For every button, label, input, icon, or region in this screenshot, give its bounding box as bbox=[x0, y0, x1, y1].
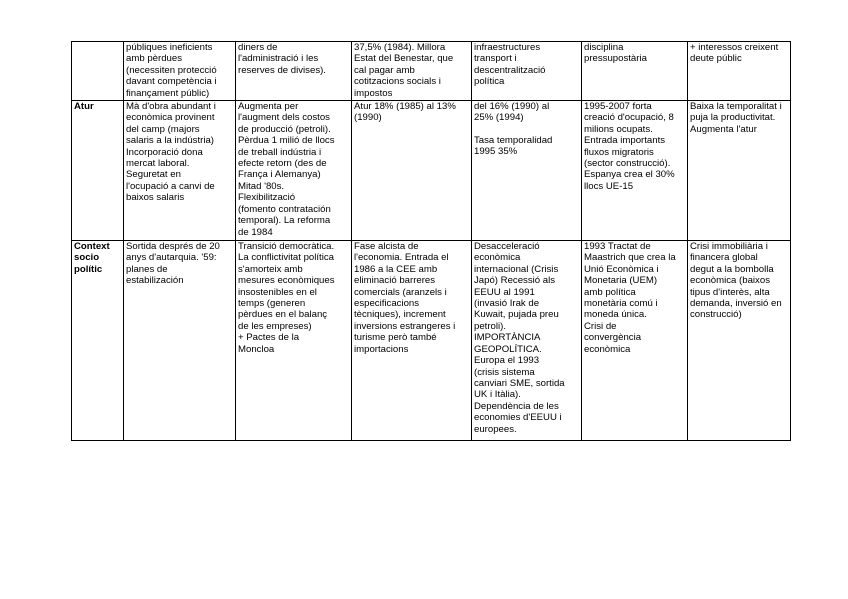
cell-text-line: efecte retorn (des de bbox=[238, 158, 327, 170]
table-body bbox=[72, 42, 791, 441]
cell-text-line: Crisi immobiliària i bbox=[690, 241, 768, 253]
cell-text-line: insostenibles en el bbox=[238, 286, 317, 298]
cell-text-line: Fase alcista de bbox=[354, 241, 419, 253]
cell-text-line: Monetaria (UEM) bbox=[584, 275, 658, 287]
cell-text-line: de 1984 bbox=[238, 226, 273, 238]
cell-text-line: La conflictivitat política bbox=[238, 252, 334, 264]
row-header-line: polític bbox=[74, 263, 103, 275]
cell-text-line: demanda, inversió en bbox=[690, 298, 782, 310]
cell-text-line: 1993 Tractat de bbox=[584, 241, 651, 253]
cell-text-line: + interessos creixent bbox=[690, 42, 779, 53]
table-cell bbox=[352, 101, 472, 241]
table-cell bbox=[582, 101, 688, 241]
cell-text-line: convergència bbox=[584, 332, 642, 344]
cell-text-line: monetària comú i bbox=[584, 298, 658, 310]
cell-text-line: transport i bbox=[474, 53, 517, 65]
cell-text-line: degut a la bombolla bbox=[690, 263, 774, 275]
table-cell bbox=[236, 42, 352, 101]
row-header-line: socio bbox=[74, 252, 100, 264]
cell-text-line: mercat laboral. bbox=[126, 158, 190, 170]
cell-text-line: amb política bbox=[584, 286, 636, 298]
cell-text-line: cal pagar amb bbox=[354, 64, 415, 76]
cell-text-line: Atur 18% (1985) al 13% bbox=[354, 101, 456, 113]
cell-text-line: Espanya crea el 30% bbox=[584, 169, 675, 181]
cell-text-line: pressupostària bbox=[584, 53, 647, 65]
cell-text-line: l'economia. Entrada el bbox=[354, 252, 449, 264]
cell-text-line: Sortida després de 20 bbox=[126, 241, 220, 253]
cell-text-line: l'administració i les bbox=[238, 53, 319, 65]
row-header-line: Atur bbox=[74, 101, 94, 113]
economic-comparison-table bbox=[71, 41, 791, 441]
cell-text-line: llocs UE-15 bbox=[584, 180, 634, 192]
table-cell bbox=[582, 241, 688, 441]
cell-text-line: Desacceleració bbox=[474, 241, 540, 253]
cell-text-line bbox=[474, 124, 579, 135]
cell-text-line: 1986 a la CEE amb bbox=[354, 263, 438, 275]
cell-text-line: 37,5% (1984). Millora bbox=[354, 42, 446, 53]
cell-text-line: IMPORTÀNCIA bbox=[474, 332, 541, 344]
cell-text-line: salaris a la indústria) bbox=[126, 135, 214, 147]
table-cell bbox=[688, 101, 791, 241]
cell-text-line: Baixa la temporalitat i bbox=[690, 101, 782, 113]
cell-text-line: (fomento contratación bbox=[238, 203, 331, 215]
cell-text-line: puja la productivitat. bbox=[690, 112, 776, 124]
cell-text-line: planes de bbox=[126, 263, 168, 275]
cell-text-line: GEOPOLÍTICA. bbox=[474, 343, 542, 355]
cell-text-line: descentralització bbox=[474, 64, 546, 76]
cell-text-line: baixos salaris bbox=[126, 192, 185, 204]
table-row bbox=[72, 241, 791, 441]
cell-text-line: fluxos migratoris bbox=[584, 146, 654, 158]
cell-text-line: (sector construcció). bbox=[584, 158, 671, 170]
cell-text-line: tècniques), increment bbox=[354, 309, 446, 321]
table-cell bbox=[688, 42, 791, 101]
cell-text-line: creació d'ocupació, 8 bbox=[584, 112, 674, 124]
cell-text-line: construcció) bbox=[690, 309, 742, 321]
cell-text-line: financera global bbox=[690, 252, 758, 264]
cell-text-line: econòmica bbox=[474, 252, 521, 264]
cell-text-line: mesures econòmiques bbox=[238, 275, 335, 287]
cell-text-line: moneda única. bbox=[584, 309, 647, 321]
cell-text-line: (necessiten protecció bbox=[126, 64, 217, 76]
table-cell bbox=[352, 42, 472, 101]
cell-text-line: Tasa temporalidad bbox=[474, 134, 553, 146]
cell-text-line: (invasió Irak de bbox=[474, 298, 540, 310]
cell-text-line: disciplina bbox=[584, 42, 624, 53]
row-header-cell bbox=[72, 101, 124, 241]
cell-text-line: Unió Econòmica i bbox=[584, 263, 659, 275]
cell-text-line: econòmica bbox=[584, 343, 631, 355]
cell-text-line: reserves de divises). bbox=[238, 64, 326, 76]
cell-text-line: 1995-2007 forta bbox=[584, 101, 652, 113]
table-cell bbox=[688, 241, 791, 441]
cell-text-line: de les empreses) bbox=[238, 320, 312, 332]
cell-text-line: Kuwait, pujada preu bbox=[474, 309, 559, 321]
cell-text-line: canviari SME, sortida bbox=[474, 377, 565, 389]
table-cell bbox=[352, 241, 472, 441]
row-header-line: Context bbox=[74, 241, 110, 253]
row-header-cell bbox=[72, 241, 124, 441]
cell-text-line: Augmenta per bbox=[238, 101, 299, 113]
cell-text-line: infraestructures bbox=[474, 42, 541, 53]
cell-text-line: política bbox=[474, 76, 505, 88]
cell-text-line: (1990) bbox=[354, 112, 382, 124]
cell-text-line: finançament públic) bbox=[126, 87, 210, 99]
cell-text-line: 1995 35% bbox=[474, 146, 518, 158]
table-cell bbox=[472, 241, 582, 441]
cell-text-line: Mà d'obra abundant i bbox=[126, 101, 216, 113]
table-row bbox=[72, 101, 791, 241]
cell-text-line: del camp (majors bbox=[126, 123, 200, 135]
cell-text-line: eliminació barreres bbox=[354, 275, 436, 287]
cell-text-line: Europa el 1993 bbox=[474, 355, 540, 367]
table-cell bbox=[124, 101, 236, 241]
cell-text-line: Seguretat en bbox=[126, 169, 181, 181]
cell-text-line: França i Alemanya) bbox=[238, 169, 321, 181]
cell-text-line: 25% (1994) bbox=[474, 112, 524, 124]
cell-text-line: importacions bbox=[354, 343, 409, 355]
cell-text-line: públiques ineficients bbox=[126, 42, 213, 53]
table-cell bbox=[236, 101, 352, 241]
table-cell bbox=[124, 42, 236, 101]
cell-text-line: Dependència de les bbox=[474, 400, 559, 412]
cell-text-line: + Pactes de la bbox=[238, 332, 300, 344]
cell-text-line: Maastrich que crea la bbox=[584, 252, 676, 264]
cell-text-line: de treball indústria i bbox=[238, 146, 322, 158]
cell-text-line: s'amorteix amb bbox=[238, 263, 303, 275]
cell-text-line: Transició democràtica. bbox=[238, 241, 335, 253]
cell-text-line: deute públic bbox=[690, 53, 742, 65]
cell-text-line: estabilización bbox=[126, 275, 184, 287]
table-cell bbox=[472, 42, 582, 101]
cell-text-line: (crisis sistema bbox=[474, 366, 535, 378]
cell-text-line: cotitzacions socials i bbox=[354, 76, 441, 88]
cell-text-line: inversions estrangeres i bbox=[354, 320, 456, 332]
cell-text-line: internacional (Crisis bbox=[474, 263, 559, 275]
table-row bbox=[72, 42, 791, 101]
cell-text-line: especificacions bbox=[354, 298, 420, 310]
cell-text-line: pèrdues en el balanç bbox=[238, 309, 328, 321]
table-cell bbox=[582, 42, 688, 101]
cell-text-line: europees. bbox=[474, 423, 517, 435]
cell-text-line: comercials (aranzels i bbox=[354, 286, 447, 298]
cell-text-line: del 16% (1990) al bbox=[474, 101, 550, 113]
cell-text-line: petroli). bbox=[474, 320, 506, 332]
cell-text-line: diners de bbox=[238, 42, 278, 53]
table-cell bbox=[472, 101, 582, 241]
row-header-cell bbox=[72, 42, 124, 101]
cell-text-line: milions ocupats. bbox=[584, 123, 653, 135]
cell-text-line: impostos bbox=[354, 87, 393, 99]
cell-text-line: economies d'EEUU i bbox=[474, 412, 562, 424]
cell-text-line: Mitad '80s. bbox=[238, 180, 285, 192]
cell-text-line: turisme però també bbox=[354, 332, 437, 344]
cell-text-line: tipus d'interès, alta bbox=[690, 286, 770, 298]
cell-text-line: temporal). La reforma bbox=[238, 215, 331, 227]
cell-text-line: econòmica provinent bbox=[126, 112, 215, 124]
cell-text-line: UK i Itàlia). bbox=[474, 389, 521, 401]
cell-text-line: econòmica (baixos bbox=[690, 275, 770, 287]
cell-text-line: Crisi de bbox=[584, 320, 617, 332]
cell-text-line: Incorporació dona bbox=[126, 146, 203, 158]
cell-text-line: amb pèrdues bbox=[126, 53, 182, 65]
cell-text-line: Pèrdua 1 milió de llocs bbox=[238, 135, 335, 147]
cell-text-line: Augmenta l'atur bbox=[690, 123, 757, 135]
cell-text-line: Moncloa bbox=[238, 343, 275, 355]
cell-text-line: l'augment dels costos bbox=[238, 112, 330, 124]
cell-text-line: anys d'autarquia. '59: bbox=[126, 252, 217, 264]
cell-text-line: Entrada importants bbox=[584, 135, 666, 147]
cell-text-line: temps (generen bbox=[238, 298, 306, 310]
cell-text-line: de producció (petroli). bbox=[238, 123, 331, 135]
table-cell bbox=[124, 241, 236, 441]
cell-text-line: Japó) Recessió als bbox=[474, 275, 556, 287]
table-cell bbox=[236, 241, 352, 441]
cell-text-line: EEUU al 1991 bbox=[474, 286, 535, 298]
cell-text-line: l'ocupació a canvi de bbox=[126, 180, 215, 192]
cell-text-line: Estat del Benestar, que bbox=[354, 53, 454, 65]
cell-text-line: Flexibilització bbox=[238, 192, 296, 204]
cell-text-line: davant competència i bbox=[126, 76, 217, 88]
